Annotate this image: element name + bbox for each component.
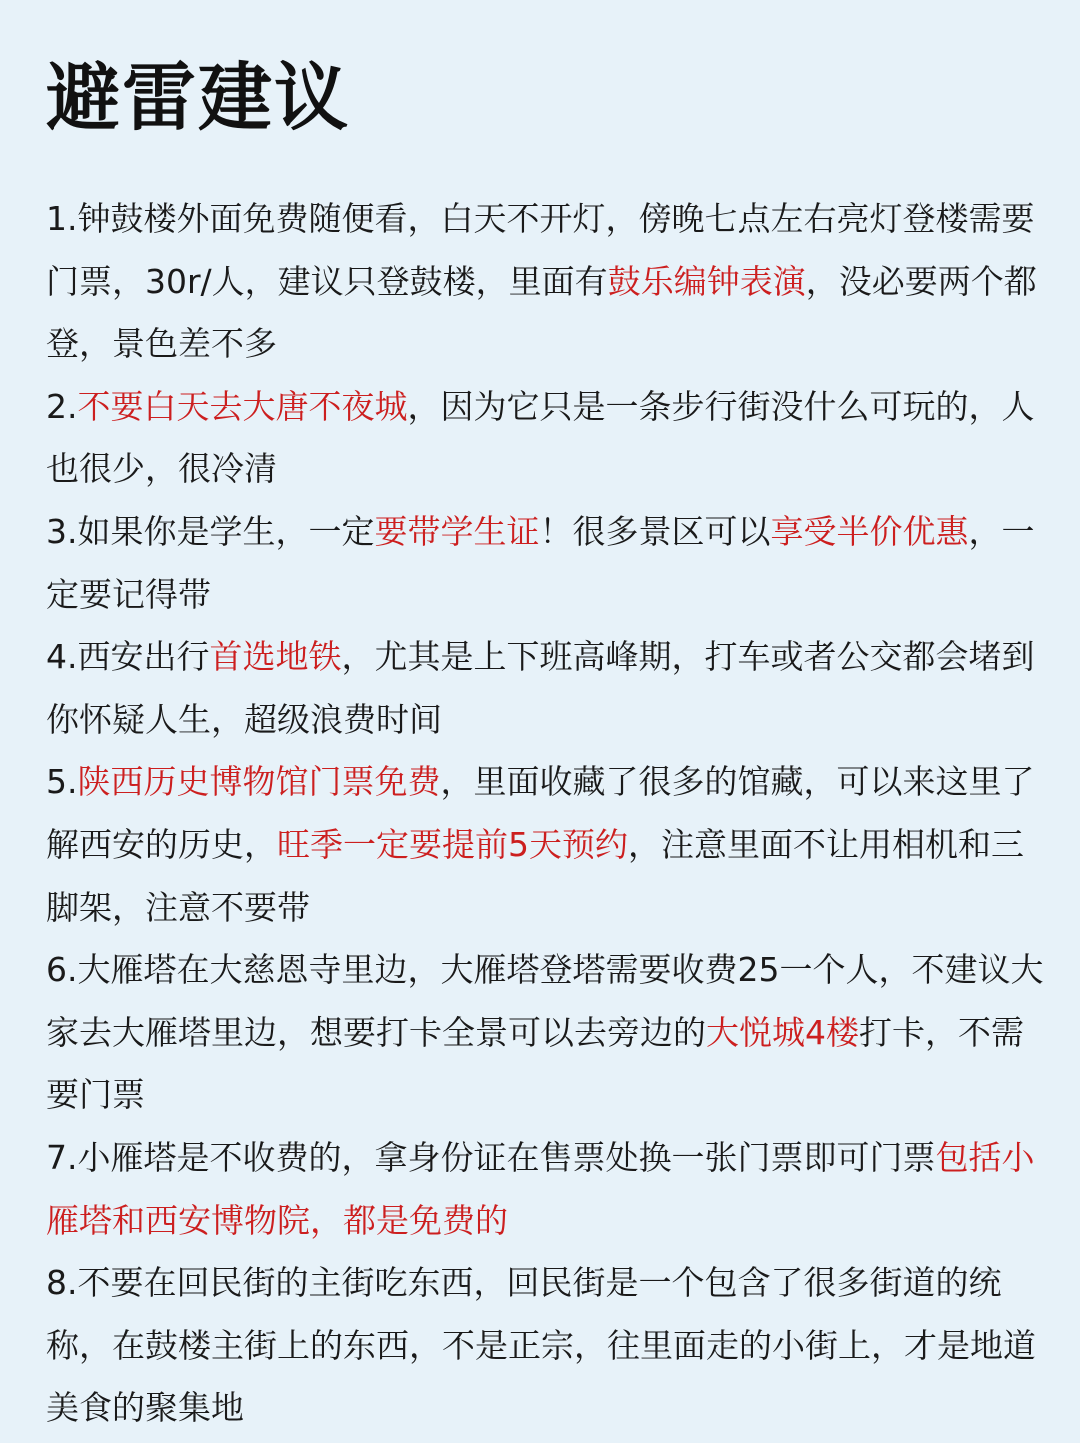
- tip-highlight-text: 首选地铁: [209, 637, 342, 677]
- tip-text: ，没必要两个都登，景色差不多: [46, 261, 1037, 364]
- page-title: 避雷建议: [46, 55, 350, 141]
- tip-text: ，一定要记得带: [46, 511, 1035, 614]
- tip-text: ，注意里面不让用相机和三脚架，注意不要带: [46, 824, 1024, 927]
- tip-item: [46, 501, 1050, 626]
- tip-text: ！很多景区可以: [539, 511, 771, 551]
- tip-item: [46, 1252, 1050, 1440]
- tip-highlight-text: 不要白天去大唐不夜城: [77, 386, 408, 426]
- tip-item: [46, 376, 1050, 501]
- tip-highlight-text: 旺季一定要提前5天预约: [277, 824, 628, 864]
- tip-text: 4.西安出行: [46, 637, 210, 677]
- tip-text: 5.: [46, 762, 78, 802]
- tip-text: ，尤其是上下班高峰期，打车或者公交都会堵到你怀疑人生，超级浪费时间: [46, 637, 1035, 739]
- tip-text: 6.大雁塔在大慈恩寺里边，大雁塔登塔需要收费25一个人，不建议大家去大雁塔里边，想要打卡全景可以去旁边的: [46, 950, 1044, 1052]
- tip-highlight-text: 包括小雁塔和西安博物院，都是免费的: [46, 1137, 1035, 1240]
- tip-highlight-text: 陕西历史博物馆门票免费: [77, 762, 441, 802]
- tip-highlight-text: 鼓乐编钟表演: [607, 261, 806, 301]
- tip-item: [46, 626, 1050, 751]
- tip-text: 1.钟鼓楼外面免费随便看，白天不开灯，傍晚七点左右亮灯登楼需要门票，30r/人，建议只登鼓楼，里面有: [46, 199, 1035, 301]
- tip-item: [46, 188, 1050, 376]
- tip-text: ，里面收藏了很多的馆藏，可以来这里了解西安的历史，: [46, 762, 1035, 864]
- tip-highlight-text: 要带学生证: [374, 511, 540, 551]
- tip-text: 7.小雁塔是不收费的，拿身份证在售票处换一张门票即可门票: [46, 1137, 936, 1177]
- tip-text: 8.不要在回民街的主街吃东西，回民街是一个包含了很多街道的统称，在鼓楼主街上的东西，不是正宗，往里面走的小街上，才是地道美食的聚集地: [46, 1263, 1036, 1428]
- tip-text: 2.: [46, 386, 78, 426]
- tips-list: [46, 188, 1050, 1440]
- tip-item: [46, 751, 1050, 939]
- tip-text: ，因为它只是一条步行街没什么可玩的，人也很少，很冷清: [46, 386, 1035, 489]
- tip-text: 3.如果你是学生，一定: [46, 511, 375, 551]
- tip-item: [46, 1127, 1050, 1252]
- tip-text: 打卡，不需要门票: [46, 1012, 1024, 1115]
- tip-item: [46, 939, 1050, 1127]
- tip-highlight-text: 享受半价优惠: [770, 511, 969, 551]
- tip-highlight-text: 大悦城4楼: [706, 1012, 859, 1052]
